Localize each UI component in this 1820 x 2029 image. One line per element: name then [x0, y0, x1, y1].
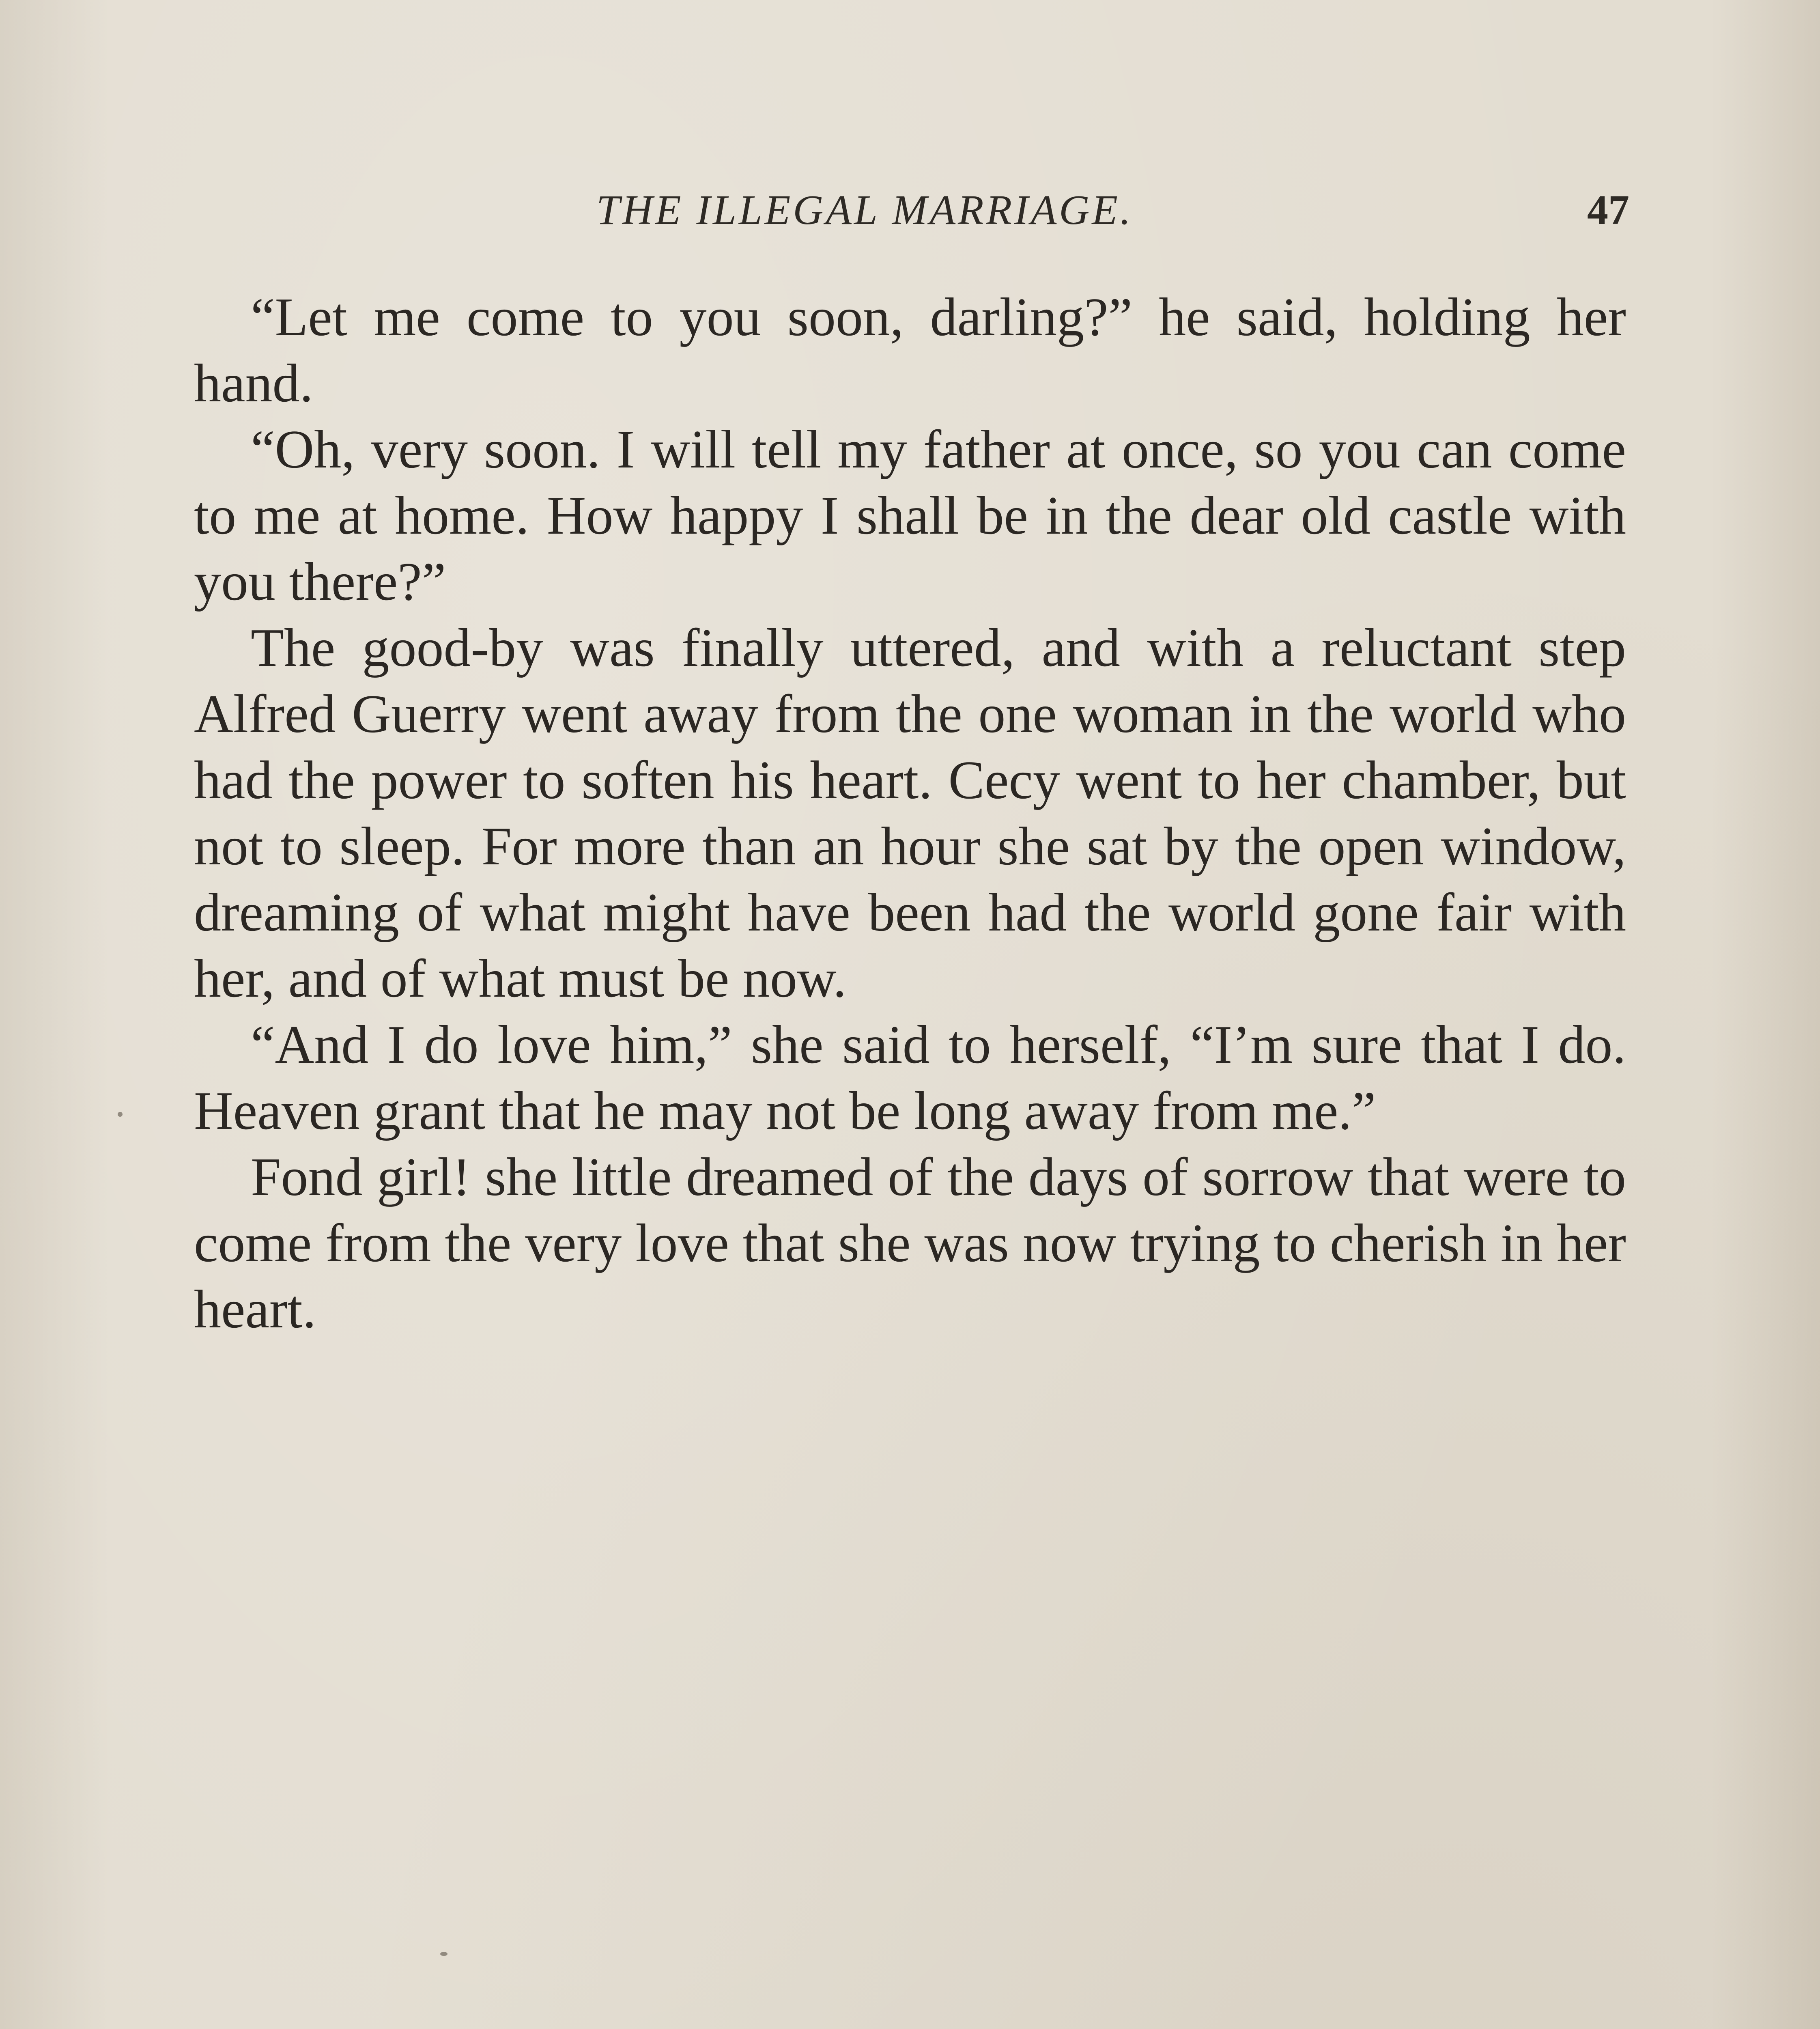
- paragraph: “Oh, very soon. I will tell my father at once, so you can come to me at home. How happy I shall be in the dear old castle with you there?”: [194, 419, 1626, 612]
- paper-speck: [440, 1952, 447, 1956]
- paragraph: “Let me come to you soon, darling?” he said, holding her hand.: [194, 287, 1626, 413]
- page-number: 47: [1587, 187, 1629, 233]
- paragraph: “And I do love him,” she said to herself, “I’m sure that I do. Heaven grant that he may not be long away from me.”: [194, 1014, 1626, 1141]
- paragraph: Fond girl! she little dreamed of the days of sorrow that were to come from the very love that she was now trying to cherish in her heart.: [194, 1147, 1626, 1339]
- paragraph: The good-by was finally uttered, and with a reluctant step Alfred Guerry went away from the one woman in the world who had the power to soften his heart. Cecy went to her chamber, but not to sleep. For more than an hour she sat by the open window, dreaming of what might have been had the world gone fair with her, and of what must be now.: [194, 618, 1626, 1008]
- running-head: THE ILLEGAL MARRIAGE.: [596, 187, 1133, 233]
- body-text: [194, 284, 1626, 1342]
- paper-speck: [118, 1112, 123, 1117]
